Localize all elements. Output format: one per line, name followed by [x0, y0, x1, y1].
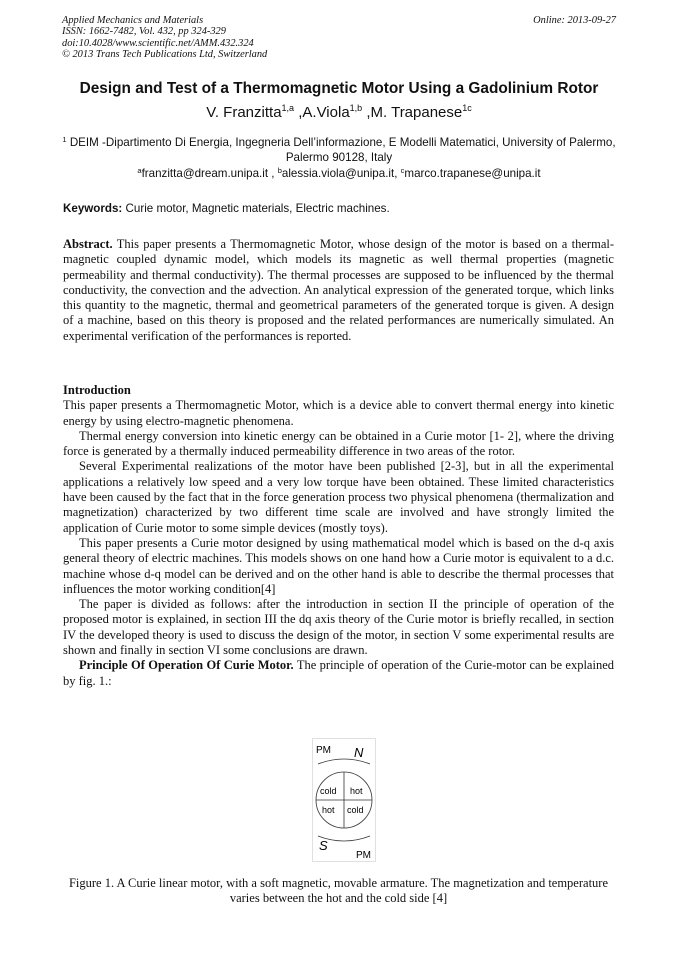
email-link[interactable]: alessia.viola@unipa.it, [281, 167, 398, 180]
journal-copyright: © 2013 Trans Tech Publications Ltd, Switzerland [62, 49, 268, 61]
intro-paragraph: This paper presents a Curie motor designed by using mathematical model which is based on the d-q axis general theory of electric machines. This models shows on one hand how a Curie motor is equivalent to a d.c. machine whose d-q model can be derived and on the other hand is able to describe the thermal processes that influences the motor working condition[4] [63, 535, 614, 596]
author-name: ,M. Trapanese [366, 104, 463, 121]
introduction-heading: Introduction [63, 383, 131, 397]
author-sup: 1,a [281, 103, 295, 113]
intro-paragraph: Thermal energy conversion into kinetic energy can be obtained in a Curie motor [1- 2], where the driving force is generated by a thermally induced permeability difference in two areas of the rotor. [63, 428, 614, 459]
principle-paragraph [63, 658, 614, 689]
hot-left-label: hot [322, 805, 335, 815]
pm-top-label: PM [316, 745, 331, 756]
email-link[interactable]: marco.trapanese@unipa.it [404, 167, 541, 180]
pm-bottom-label: PM [356, 850, 371, 861]
author-list [40, 103, 638, 121]
keywords-text: Curie motor, Magnetic materials, Electric machines. [125, 202, 390, 215]
cold-left-label: cold [320, 786, 337, 796]
introduction-section [63, 383, 614, 689]
journal-issn: ISSN: 1662-7482, Vol. 432, pp 324-329 [62, 26, 226, 38]
curie-motor-figure [312, 738, 376, 862]
email-list [40, 166, 638, 180]
affiliation-sup: 1 [62, 135, 67, 144]
author-name: ,A.Viola [298, 104, 350, 121]
author-sup: 1c [462, 103, 472, 113]
abstract-label: Abstract. [63, 237, 113, 251]
hot-right-label: hot [350, 786, 363, 796]
intro-paragraph: The paper is divided as follows: after the introduction in section II the principle of operation of the proposed motor is explained, in section III the dq axis theory of the Curie motor is briefly recalled, in section IV the developed theory is used to discuss the design of the motor, in section V some experimental results are shown and finally in section VI some conclusions are drawn. [63, 597, 614, 658]
intro-paragraph: This paper presents a Thermomagnetic Motor, which is a device able to convert thermal energy into kinetic energy by using electro-magnetic phenomena. [63, 398, 614, 428]
south-pole-label: S [319, 838, 328, 853]
email-link[interactable]: franzitta@dream.unipa.it , [141, 167, 275, 180]
affiliation [62, 132, 616, 165]
intro-paragraph: Several Experimental realizations of the motor have been published [2-3], but in all the experimental applications a relatively low speed and a very low torque have been obtained. These limited characteristics have been caused by the fact that in the force generation process two physical phenomena (thermalization and magnetization) characterized by two different time scale are involved and have strongly limited the application of Curie motor to some simple devices (mostly toys). [63, 459, 614, 535]
keywords-label: Keywords: [63, 202, 123, 215]
journal-doi: doi:10.4028/www.scientific.net/AMM.432.324 [62, 37, 254, 49]
journal-name: Applied Mechanics and Materials [62, 15, 204, 26]
online-date: Online: 2013-09-27 [533, 15, 616, 26]
journal-header [62, 15, 267, 61]
email-sup: c [400, 166, 405, 175]
figure-caption: Figure 1. A Curie linear motor, with a soft magnetic, movable armature. The magnetization and temperature varies between the hot and the cold side [4] [68, 876, 609, 906]
cold-right-label: cold [347, 805, 364, 815]
affiliation-text: DEIM -Dipartimento Di Energia, Ingegneria Dell’informazione, E Modelli Matematici, University of Palermo, Palermo 90128, Italy [69, 136, 616, 164]
paper-title: Design and Test of a Thermomagnetic Motor Using a Gadolinium Rotor [79, 80, 599, 97]
author-sup: 1,b [349, 103, 363, 113]
keywords [63, 202, 390, 215]
principle-heading: Principle Of Operation Of Curie Motor. [79, 658, 294, 673]
abstract-text: This paper presents a Thermomagnetic Motor, whose design of the motor is based on a thermal-magnetic coupled dynamic model, which models its magnetic as well thermal properties (magnetic permeability and thermal conductivity). The thermal processes are supposed to be influenced by the thermal conductivity, the convection and the advection. An analytical expression of the generated torque, which links this quantity to the magnetic, thermal and geometrical parameters of the generated torque is given. A design of a machine, based on this theory is proposed and the related performances are numerically simulated. An experimental verification of the performances is reported. [63, 237, 614, 343]
abstract [63, 237, 614, 344]
north-pole-label: N [354, 745, 364, 760]
principle-text: The principle of operation of the Curie-motor can be explained by fig. 1.: [63, 658, 614, 688]
author-name: V. Franzitta [206, 104, 282, 121]
email-sup: b [277, 166, 282, 175]
email-sup: a [137, 166, 142, 175]
